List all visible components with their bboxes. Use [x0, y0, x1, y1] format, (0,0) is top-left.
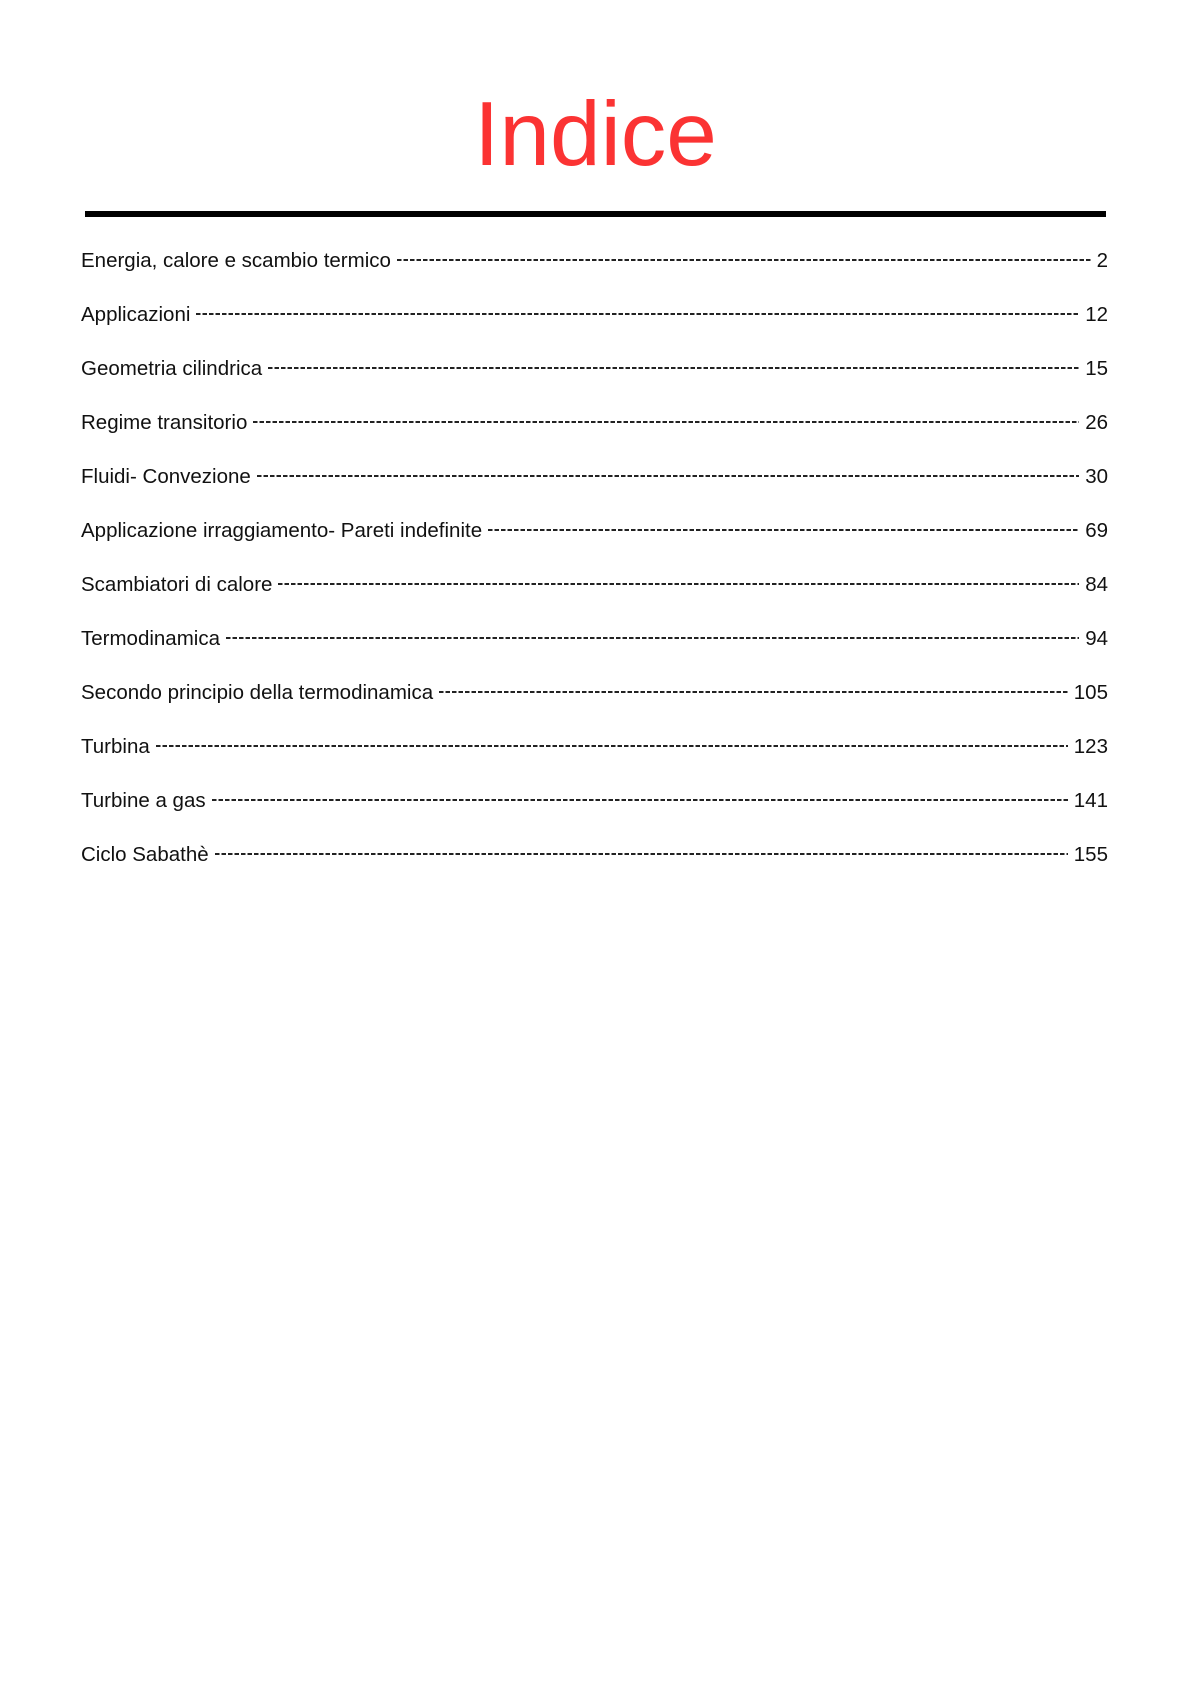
dot-leader: [156, 745, 1068, 747]
toc-entry-page: 84: [1085, 573, 1108, 596]
toc-entry-page: 69: [1085, 519, 1108, 542]
toc-entry-title: Turbina: [81, 735, 150, 758]
dot-leader: [397, 259, 1091, 261]
toc-entry[interactable]: [81, 787, 1108, 841]
dot-leader: [253, 421, 1079, 423]
dot-leader: [439, 691, 1068, 693]
toc-entry-page: 123: [1073, 735, 1108, 758]
dot-leader: [268, 367, 1079, 369]
toc-entry[interactable]: [81, 463, 1108, 517]
toc-entry-page: 94: [1085, 627, 1108, 650]
toc-entry-title: Ciclo Sabathè: [81, 843, 209, 866]
toc-entry-title: Termodinamica: [81, 627, 220, 650]
dot-leader: [226, 637, 1079, 639]
dot-leader: [278, 583, 1079, 585]
toc-entry-title: Turbine a gas: [81, 789, 206, 812]
toc-entry[interactable]: [81, 409, 1108, 463]
page-title: Indice: [474, 84, 717, 185]
toc-entry[interactable]: [81, 517, 1108, 571]
toc-entry-page: 141: [1073, 789, 1108, 812]
toc-entry-title: Fluidi- Convezione: [81, 465, 251, 488]
toc-entry-page: 2: [1096, 249, 1108, 272]
toc-entry[interactable]: [81, 571, 1108, 625]
title-divider: [85, 211, 1106, 217]
toc-entry-title: Secondo principio della termodinamica: [81, 681, 434, 704]
toc-entry-page: 155: [1073, 843, 1108, 866]
toc-entry-page: 105: [1073, 681, 1108, 704]
toc-entry-page: 30: [1085, 465, 1108, 488]
toc-entry[interactable]: [81, 679, 1108, 733]
toc-entry[interactable]: [81, 733, 1108, 787]
toc-entry-title: Geometria cilindrica: [81, 357, 263, 380]
toc-entry[interactable]: [81, 301, 1108, 355]
toc-entry-title: Regime transitorio: [81, 411, 248, 434]
toc-entry-title: Applicazione irraggiamento- Pareti indefinite: [81, 519, 483, 542]
toc-entry-page: 15: [1085, 357, 1108, 380]
toc-entry[interactable]: [81, 355, 1108, 409]
toc-entry[interactable]: [81, 625, 1108, 679]
dot-leader: [196, 313, 1079, 315]
dot-leader: [215, 853, 1068, 855]
dot-leader: [488, 529, 1079, 531]
toc-entry-page: 12: [1085, 303, 1108, 326]
toc-entry-title: Applicazioni: [81, 303, 191, 326]
toc-entry-page: 26: [1085, 411, 1108, 434]
dot-leader: [212, 799, 1068, 801]
toc-entry-title: Scambiatori di calore: [81, 573, 273, 596]
table-of-contents: [81, 247, 1108, 895]
toc-entry[interactable]: [81, 247, 1108, 301]
toc-entry[interactable]: [81, 841, 1108, 895]
toc-entry-title: Energia, calore e scambio termico: [81, 249, 391, 272]
dot-leader: [257, 475, 1079, 477]
